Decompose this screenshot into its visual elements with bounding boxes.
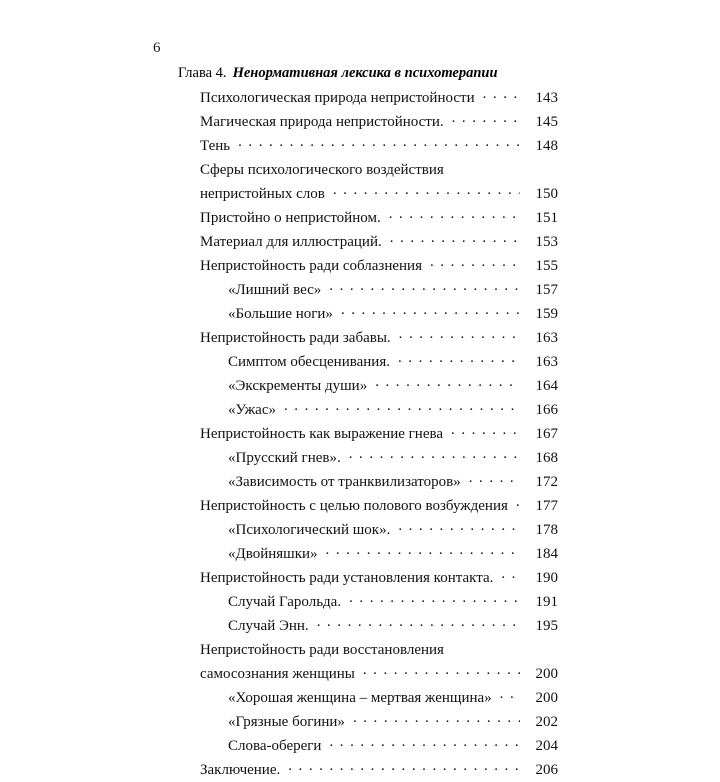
toc-entry-title: Непристойность ради восстановления xyxy=(200,642,444,658)
toc-entry-title: Случай Гарольда. xyxy=(228,594,342,610)
toc-entry-page-number: 204 xyxy=(535,738,558,754)
toc-entry-page-number: 163 xyxy=(535,330,558,346)
toc-entry-title: «Хорошая женщина – мертвая женщина» xyxy=(228,690,492,706)
dot-leader xyxy=(451,423,520,438)
dot-leader xyxy=(284,399,520,414)
toc-entry[interactable] xyxy=(178,158,558,182)
toc-entry-title: Материал для иллюстраций. xyxy=(200,234,382,250)
chapter-heading xyxy=(178,63,558,84)
toc-entry[interactable] xyxy=(178,590,558,614)
toc-entry-page-number: 145 xyxy=(535,114,558,130)
toc-entry-page-number: 159 xyxy=(535,306,558,322)
dot-leader xyxy=(363,663,520,678)
toc-entry-title: Симптом обесценивания. xyxy=(228,354,390,370)
dot-leader xyxy=(329,735,520,750)
toc-entry-page-number: 177 xyxy=(535,498,558,514)
dot-leader xyxy=(483,87,520,102)
toc-entry[interactable] xyxy=(178,230,558,254)
toc-entry[interactable] xyxy=(178,326,558,350)
toc-entry[interactable] xyxy=(178,86,558,110)
toc-entry-title: Непристойность с целью полового возбуждения xyxy=(200,498,508,514)
toc-entry[interactable] xyxy=(178,350,558,374)
toc-entry-page-number: 206 xyxy=(535,762,558,778)
chapter-label: Глава 4. xyxy=(178,65,227,81)
toc-entry-page-number: 150 xyxy=(535,186,558,202)
toc-entry[interactable] xyxy=(178,542,558,566)
toc-entry[interactable] xyxy=(178,566,558,590)
toc-entry-title: «Ужас» xyxy=(228,402,276,418)
toc-entry[interactable] xyxy=(178,614,558,638)
toc-entry-page-number: 143 xyxy=(535,90,558,106)
toc-entry[interactable] xyxy=(178,254,558,278)
toc-entry[interactable] xyxy=(178,110,558,134)
toc-entry-title: Непристойность ради соблазнения xyxy=(200,258,422,274)
folio-page-number: 6 xyxy=(153,40,161,56)
dot-leader xyxy=(452,111,520,126)
dot-leader xyxy=(500,687,520,702)
toc-entry-page-number: 200 xyxy=(535,666,558,682)
table-of-contents xyxy=(178,63,558,782)
toc-entry[interactable] xyxy=(178,302,558,326)
toc-entry[interactable] xyxy=(178,758,558,782)
dot-leader xyxy=(399,327,520,342)
dot-leader xyxy=(353,711,520,726)
toc-entry-title: Пристойно о непристойном. xyxy=(200,210,381,226)
toc-entry[interactable] xyxy=(178,518,558,542)
toc-entry-page-number: 153 xyxy=(535,234,558,250)
toc-entry-page-number: 148 xyxy=(535,138,558,154)
dot-leader xyxy=(501,567,520,582)
toc-entry-title: Случай Энн. xyxy=(228,618,309,634)
toc-entry-page-number: 178 xyxy=(535,522,558,538)
toc-entry[interactable] xyxy=(178,734,558,758)
toc-entry-title: «Прусский гнев». xyxy=(228,450,341,466)
toc-entry-title: Сферы психологического воздействия xyxy=(200,162,444,178)
toc-entry-title: самосознания женщины xyxy=(200,666,355,682)
toc-entry[interactable] xyxy=(178,446,558,470)
toc-entry-page-number: 172 xyxy=(535,474,558,490)
toc-entry-title: Непристойность ради забавы. xyxy=(200,330,391,346)
toc-entry-page-number: 163 xyxy=(535,354,558,370)
toc-entry[interactable] xyxy=(178,134,558,158)
toc-entry-title: «Грязные богини» xyxy=(228,714,345,730)
toc-entry-title: «Зависимость от транквилизаторов» xyxy=(228,474,461,490)
dot-leader xyxy=(398,351,520,366)
toc-entry-page-number: 191 xyxy=(535,594,558,610)
toc-entry-title: «Лишний вес» xyxy=(228,282,322,298)
toc-entry-title: «Психологический шок». xyxy=(228,522,391,538)
toc-entry[interactable] xyxy=(178,710,558,734)
toc-entry-title: Непристойность как выражение гнева xyxy=(200,426,444,442)
dot-leader xyxy=(430,255,520,270)
toc-entry-page-number: 151 xyxy=(535,210,558,226)
toc-entry-page-number: 157 xyxy=(535,282,558,298)
toc-entry[interactable] xyxy=(178,374,558,398)
dot-leader xyxy=(329,279,520,294)
toc-entry-title: «Экскременты души» xyxy=(228,378,368,394)
toc-entry-page-number: 184 xyxy=(535,546,558,562)
toc-entry-page-number: 168 xyxy=(535,450,558,466)
dot-leader xyxy=(516,495,520,510)
dot-leader xyxy=(326,543,520,558)
toc-entry-page-number: 167 xyxy=(535,426,558,442)
dot-leader xyxy=(238,135,520,150)
toc-entry[interactable] xyxy=(178,662,558,686)
toc-entry-page-number: 190 xyxy=(535,570,558,586)
toc-entry[interactable] xyxy=(178,638,558,662)
toc-entry[interactable] xyxy=(178,398,558,422)
toc-entry[interactable] xyxy=(178,182,558,206)
toc-entry-page-number: 202 xyxy=(535,714,558,730)
toc-entry[interactable] xyxy=(178,278,558,302)
toc-entry-title: Заключение. xyxy=(200,762,281,778)
dot-leader xyxy=(333,183,520,198)
toc-entry[interactable] xyxy=(178,494,558,518)
dot-leader xyxy=(288,759,520,774)
toc-entry-page-number: 164 xyxy=(535,378,558,394)
dot-leader xyxy=(389,207,520,222)
dot-leader xyxy=(341,303,520,318)
toc-entry[interactable] xyxy=(178,206,558,230)
toc-entry-title: непристойных слов xyxy=(200,186,325,202)
dot-leader xyxy=(398,519,520,534)
dot-leader xyxy=(349,447,520,462)
dot-leader xyxy=(390,231,520,246)
dot-leader xyxy=(375,375,520,390)
toc-entry-title: «Большие ноги» xyxy=(228,306,333,322)
dot-leader xyxy=(349,591,520,606)
toc-entry-page-number: 195 xyxy=(535,618,558,634)
toc-entry-page-number: 155 xyxy=(535,258,558,274)
dot-leader xyxy=(317,615,520,630)
toc-entry-title: Магическая природа непристойности. xyxy=(200,114,444,130)
toc-entry[interactable] xyxy=(178,686,558,710)
toc-entry-title: Непристойность ради установления контакта. xyxy=(200,570,494,586)
toc-entry-title: Слова-обереги xyxy=(228,738,322,754)
toc-entry-page-number: 200 xyxy=(535,690,558,706)
toc-entry-list xyxy=(178,86,558,782)
toc-entry-page-number: 166 xyxy=(535,402,558,418)
toc-entry[interactable] xyxy=(178,470,558,494)
toc-entry-title: Тень xyxy=(200,138,231,154)
toc-entry-title: «Двойняшки» xyxy=(228,546,318,562)
chapter-title: Ненормативная лексика в психотерапии xyxy=(232,65,498,81)
toc-entry-title: Психологическая природа непристойности xyxy=(200,90,475,106)
dot-leader xyxy=(469,471,520,486)
toc-entry[interactable] xyxy=(178,422,558,446)
